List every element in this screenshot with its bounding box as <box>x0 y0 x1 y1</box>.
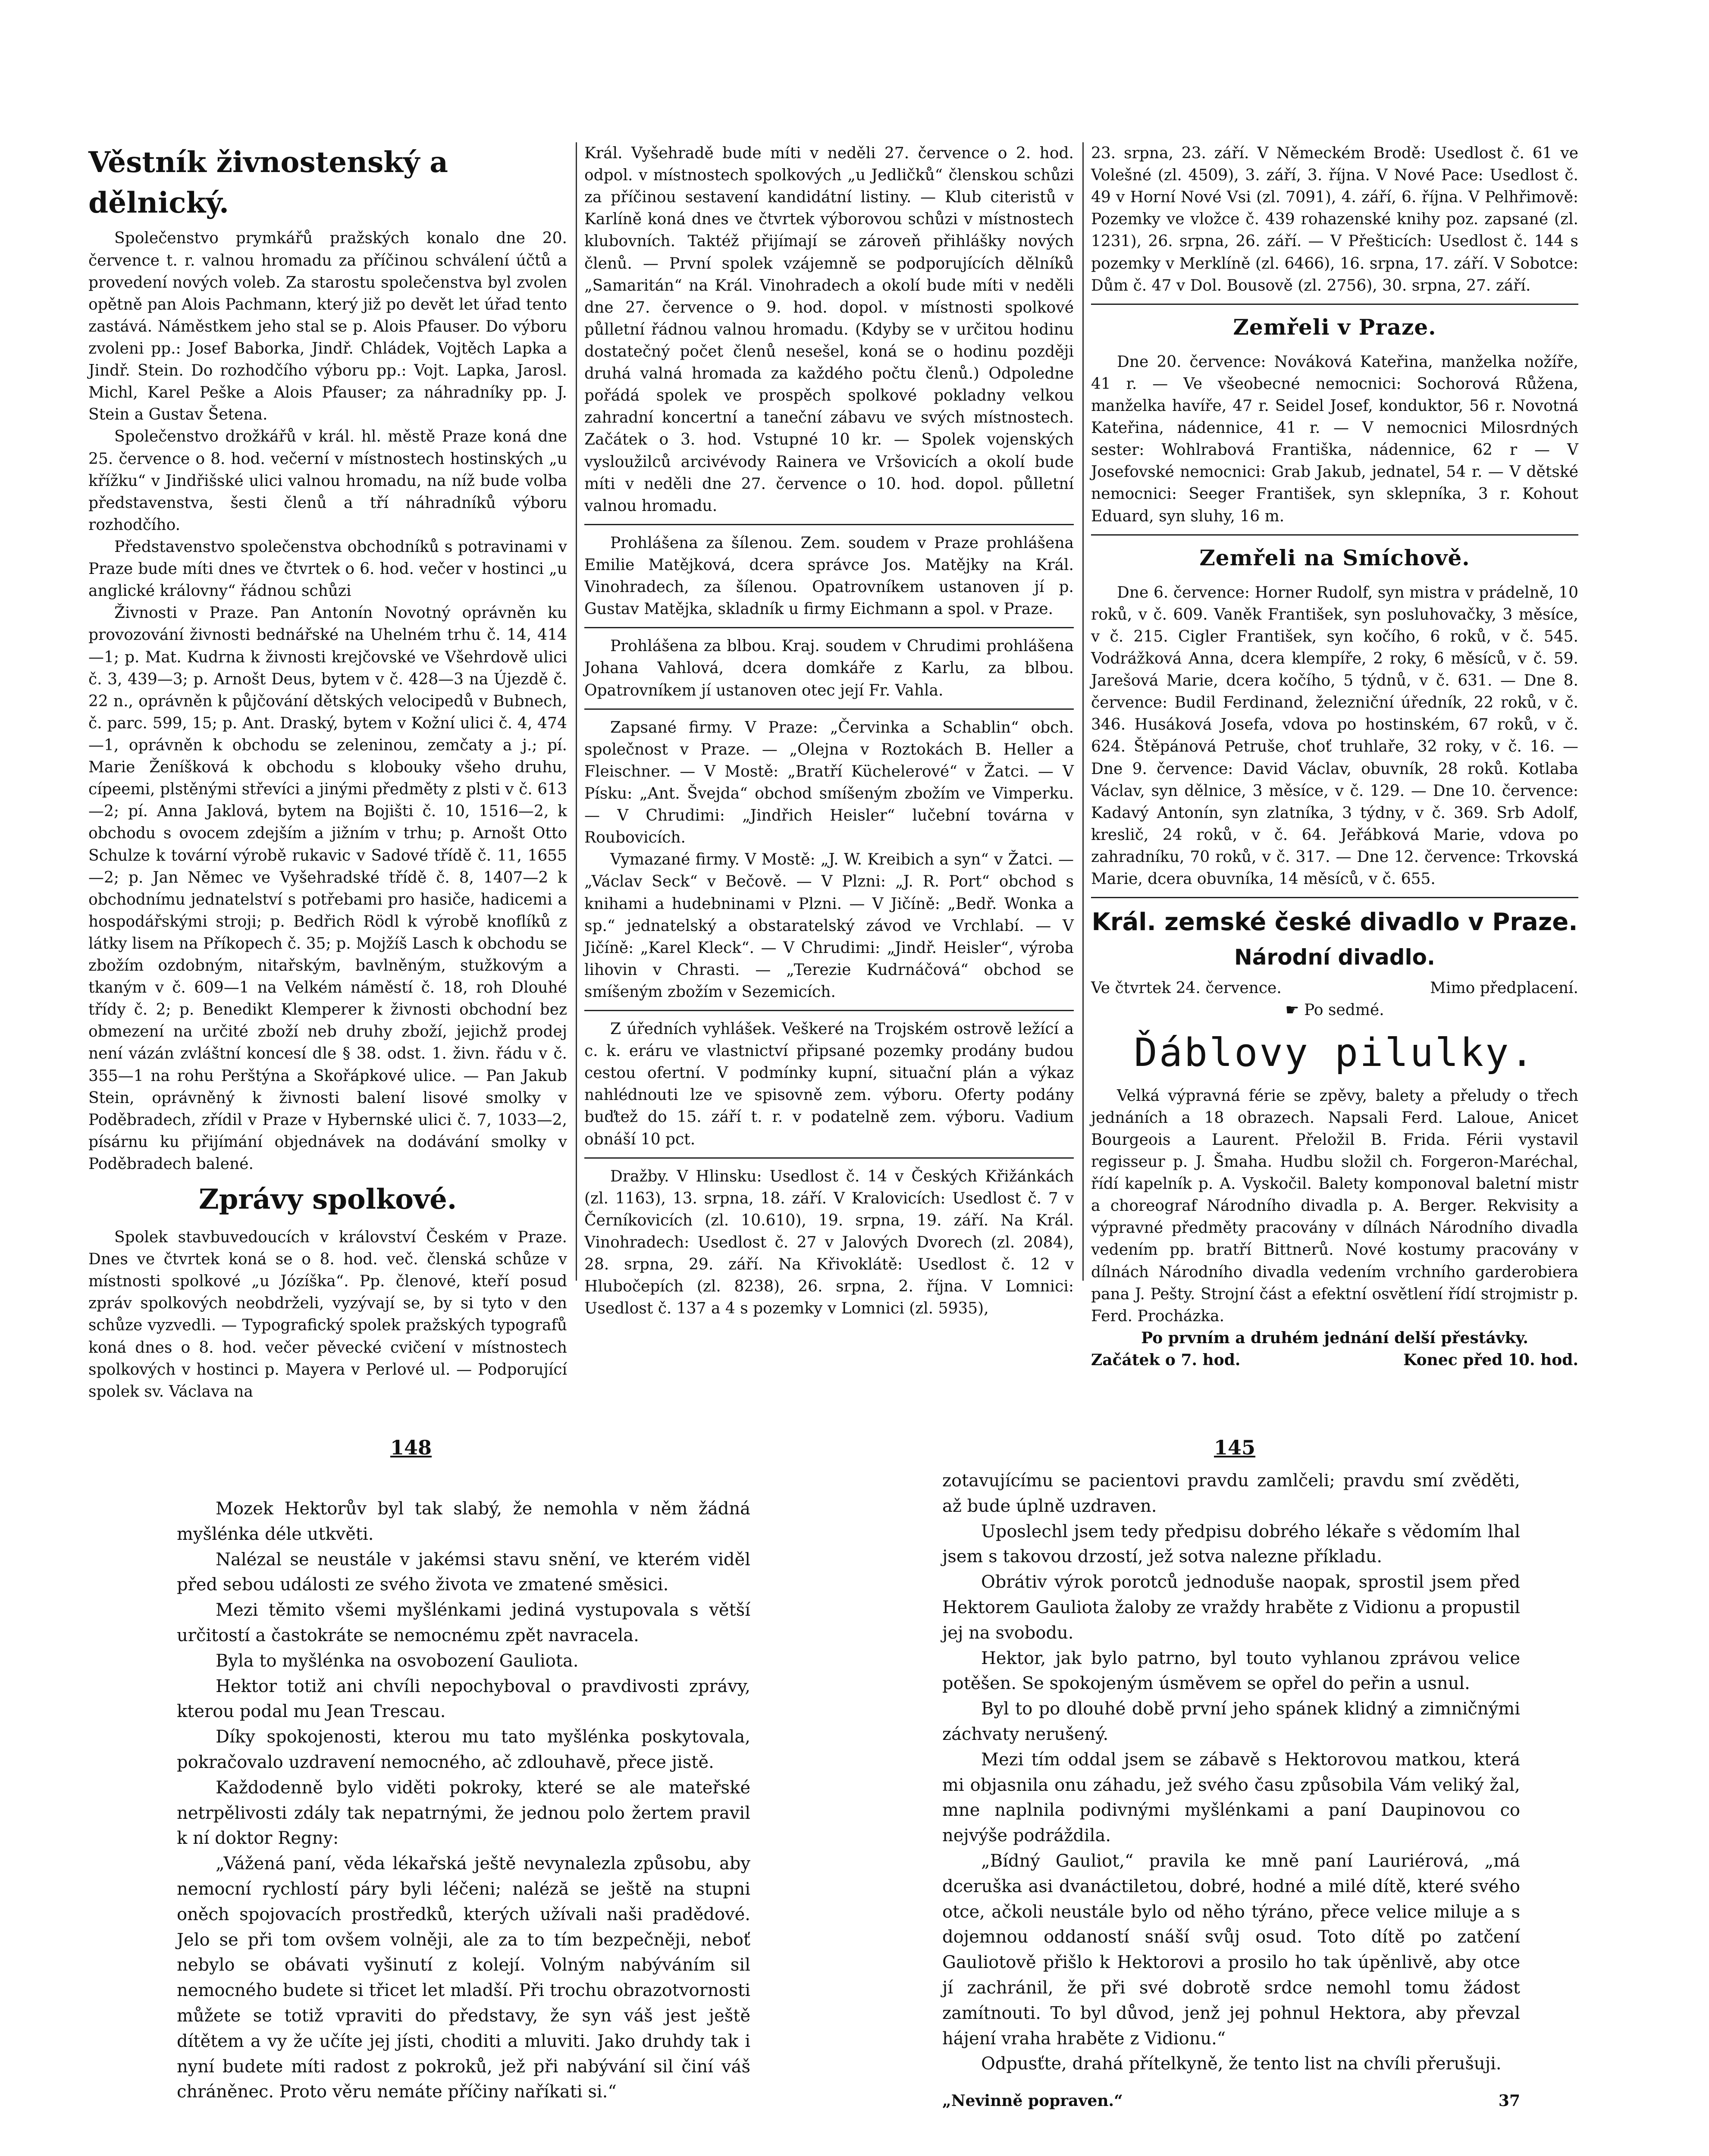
story-paragraph: Mezi tím oddal jsem se zábavě s Hektorovou matkou, která mi objasnila onu záhadu, jež svého času způsobila Vám veliký žal, mne naplnila podivnými myšlénkami a paní Daupinovou co nejvýše podráždila. <box>942 1749 1520 1846</box>
article-paragraph: Král. Vyšehradě bude míti v neděli 27. července o 2. hod. odpol. v místnostech spolkových „u Jedličků“ členskou schůzi za příčinou sestavení kandidátní listiny. — Klub citeristů v Karlíně koná dnes ve čtvrtek výborovou schůzi v místnostech klubovních. Taktéž přijímají se zároveň přihlášky nových členů. — První spolek vzájemně se podporujících dělníků „Samaritán“ na Král. Vinohradech a okolí bude míti v neděli dne 27. července o 9. hod. dopol. v místnosti spolkové půlletní řádnou valnou hromadu. (Kdyby se v určitou hodinu dostatečný počet členů nesešel, koná se o hodinu později druhá valná hromada za každého počtu členů.) Odpoledne pořádá spolek ve prospěch spolkové pokladny velkou zahradní koncertní a taneční zábavu ve svých místnostech. Začátek o 3. hod. Vstupné 10 kr. — Spolek vojenských vysloužilců arcivévody Rainera ve Vršovicích a okolí bude míti v neděli dne 27. července o 10. hod. dopol. půlletní valnou hromadu. <box>584 144 1074 515</box>
deaths-smichov-list: Dne 6. července: Horner Rudolf, syn mistra v prádelně, 10 roků, v č. 609. Vaněk František, syn posluhovačky, 3 měsíce, v č. 215. Cigler František, syn kočího, 6 roků, v č. 545. Vodrážková Anna, dcera klempíře, 2 roky, 6 měsíců, v č. 59. Jarešová Marie, dcera kočího, 5 týdnů, v č. 631. — Dne 8. července: Budil Ferdinand, železniční úředník, 22 roků, v č. 346. Husáková Josefa, vdova po hostinském, 67 roků, v č. 624. Štěpánová Petruše, choť truhlaře, 32 roky, v č. 16. — Dne 9. července: David Václav, obuvník, 28 roků. Kotlaba Václav, syn dělnice, 3 měsíce, v č. 129. — Dne 10. července: Kadavý Antonín, syn zlatníka, 3 týdny, v č. 369. Srb Adolf, kreslič, 24 roků, v č. 64. Jeřábková Marie, vdova po zahradníku, 70 roků, v č. 317. — Dne 12. července: Trkovská Marie, dcera obuvníka, 14 měsíců, v č. 655. <box>1091 583 1578 888</box>
page-number-left: 148 <box>390 1436 432 1459</box>
story-paragraph: Hektor, jak bylo patrno, byl touto vyhlanou zprávou velice potěšen. Se spokojeným úsměvem se opřel do peřin a usnul. <box>942 1648 1520 1694</box>
article-paragraph: Zapsané firmy. V Praze: „Červinka a Schablin“ obch. společnost v Praze. — „Olejna v Roztokách B. Heller a Fleischner. — V Mostě: „Bratří Küchelerové“ v Žatci. — V Písku: „Ant. Švejda“ obchod smíšeným zbožím ve Vimperku. — V Chrudimi: „Jindřich Heisler“ lučební továrna v Roubovicích. <box>584 718 1074 847</box>
story-paragraph: Mezi těmito všemi myšlénkami jediná vystupovala s větší určitostí a častokráte se nemocnému zpět navracela. <box>177 1600 750 1645</box>
story-paragraph: Obrátiv výrok porotců jednoduše naopak, sprostil jsem před Hektorem Gauliota žaloby ze vraždy hraběte z Vidionu a propustil jej na svobodu. <box>942 1572 1520 1643</box>
theatre-time-row <box>1091 1349 1578 1371</box>
article-paragraph: Představenstvo společenstva obchodníků s potravinami v Praze bude míti dnes ve čtvrtek o 6. hod. večer v hostinci „u anglické královny“ řádnou schůzi <box>88 538 567 600</box>
column-rule-1 <box>576 142 577 1281</box>
theatre-date: Ve čtvrtek 24. července. <box>1091 979 1282 997</box>
story-paragraph: zotavujícímu se pacientovi pravdu zamlčeli; pravdu smí zvěděti, až bude úplně uzdraven. <box>942 1471 1520 1516</box>
story-paragraph: Byl to po dlouhé době první jeho spánek klidný a zimničnými záchvaty nerušený. <box>942 1699 1520 1744</box>
divider <box>584 524 1074 525</box>
article-paragraph: Prohlášena za šílenou. Zem. soudem v Praze prohlášena Emilie Matějková, dcera správce Jos. Matějky na Král. Vinohradech, za šílenou. Opatrovníkem ustanoven jí p. Gustav Matějka, skladník u firmy Eichmann a spol. v Praze. <box>584 534 1074 618</box>
divider <box>1091 534 1578 536</box>
play-title: Ďáblovy pilulky. <box>1134 1030 1536 1075</box>
deaths-prague-list: Dne 20. července: Nováková Kateřina, manželka nožíře, 41 r. — Ve všeobecné nemocnici: Sochorová Růžena, manželka havíře, 47 r. Seidel Josef, konduktor, 56 r. Novotná Kateřina, nádennice, 41 r. — V nemocnici Milosrdných sester: Wohlrabová Františka, nádennice, 62 r — V Josefovské nemocnici: Grab Jakub, jednatel, 54 r. — V dětské nemocnici: Seeger František, syn sklepníka, 3 r. Kohout Eduard, syn sluhy, 16 m. <box>1091 353 1578 525</box>
middle-column <box>584 142 1074 1319</box>
right-column <box>1091 142 1578 1371</box>
section-title: Zprávy spolkové. <box>198 1183 457 1216</box>
page-footer <box>942 2090 1520 2112</box>
footer-title: „Nevinně popraven.“ <box>942 2092 1123 2110</box>
theatre-end: Konec před 10. hod. <box>1403 1351 1578 1369</box>
story-paragraph: Hektor totiž ani chvíli nepochyboval o pravdivosti zprávy, kterou podal mu Jean Trescau. <box>177 1676 750 1722</box>
theatre-subscription: Mimo předplacení. <box>1430 979 1578 997</box>
footer-signature: 37 <box>1498 2092 1520 2110</box>
column-rule-2 <box>1082 142 1084 1281</box>
article-paragraph: Společenstvo drožkářů v král. hl. městě Praze koná dne 25. července o 8. hod. večerní v místnostech hostinských „u křížku“ v Jindřišské ulici valnou hromadu, na níž bude volba představenstva, šesti členů a tří náhradníků výboru rozhodčího. <box>88 428 567 534</box>
article-paragraph: Vymazané firmy. V Mostě: „J. W. Kreibich a syn“ v Žatci. — „Václav Seck“ v Bečově. — V Plzni: „J. R. Port“ obchod s knihami a hudebninami v Plzni. — V Jičíně: „Bedř. Wonka a sp.“ jednatelský a obstaratelský závod ve Vrchlabí. — V Jičíně: „Karel Kleck“. — V Chrudimi: „Jindř. Heisler“, výroba lihovin v Chrasti. — „Terezie Kudrnáčová“ obchod se smíšeným zbožím v Sezemicích. <box>584 851 1074 1001</box>
divider <box>584 1010 1074 1011</box>
divider <box>584 708 1074 710</box>
story-paragraph: „Bídný Gauliot,“ pravila ke mně paní Lauriérová, „má dceruška asi dvanáctiletou, dobré, hodné a milé dítě, které svého otce, ačkoli neustále bylo od něho týráno, přece velice miluje a s dojemnou oddaností snáší svůj osud. Toto dítě po zatčení Gauliotově přišlo k Hektorovi a prosilo ho tak úpěnlivě, aby otce jí zachránil, že při své dobrotě srdce nemohl tomu žádost zamítnouti. To byl důvod, jenž jej pohnul Hektora, aby převzal hájení vraha hraběte z Vidionu.“ <box>942 1851 1520 2049</box>
theatre-title: Král. zemské české divadlo v Praze. <box>1091 908 1578 937</box>
story-paragraph: Každodenně bylo viděti pokroky, které se ale mateřské netrpělivosti zdály tak nepatrnými, že jednou polo žertem pravil k ní doktor Regny: <box>177 1777 750 1849</box>
story-paragraph: Díky spokojenosti, kterou mu tato myšlénka poskytovala, pokračovalo uzdravení nemocného, ač zdlouhavě, přece jistě. <box>177 1727 750 1772</box>
masthead-title: Věstník živnostenský a dělnický. <box>88 145 448 219</box>
article-paragraph: Dražby. V Hlinsku: Usedlost č. 14 v Českých Křižánkách (zl. 1163), 13. srpna, 18. září. V Kralovicích: Usedlost č. 7 v Černíkovicích (zl. 10.610), 19. srpna, 19. září. Na Král. Vinohradech: Usedlost č. 27 v Jalových Dvorech (zl. 2084), 28. srpna, 29. září. Na Křivoklátě: Usedlost č. 12 v Hlubočepích (zl. 8238), 26. srpna, 2. října. V Lomnici: Usedlost č. 137 a 4 s pozemky v Lomnici (zl. 5935), <box>584 1167 1074 1318</box>
story-paragraph: Uposlechl jsem tedy předpisu dobrého lékaře s vědomím lhal jsem s takovou drzostí, jež sotva nalezne příkladu. <box>942 1521 1520 1567</box>
theatre-intermission-note: Po prvním a druhém jednání delší přestávky. <box>1141 1329 1528 1347</box>
article-paragraph: Živnosti v Praze. Pan Antonín Novotný oprávněn ku provozování živnosti bednářské na Uhelném trhu č. 14, 414—1; p. Mat. Kudrna k živnosti krejčovské ve Všehrdově ulici č. 3, 439—3; p. Arnošt Deus, bytem v č. 428—3 na Újezdě č. 22 n., oprávněn k půjčování dětských velocipedů v Bubnech, č. parc. 599, 15; p. Ant. Draský, bytem v Kožní ulici č. 4, 474—1, oprávněn k obchodu se zeleninou, zemčaty a j.; pí. Marie Ženíšková k obchodu s klobouky všeho druhu, cípeemi, plstěnými střevíci a jinými předměty z plsti v č. 613—2; pí. Anna Jaklová, bytem na Bojišti č. 10, 1516—2, k obchodu s ovocem zdejším a jižním v trhu; p. Arnošt Otto Schulze k tovární výrobě rukavic v Sadové třídě č. 11, 1655—2; p. Jan Němec ve Vyšehradské třídě č. 8, 1407—2 k obchodnímu jednatelství s potřebami pro hasiče, hadicemi a hospodářskými stroji; p. Bedřich Rödl k výrobě knoflíků z látky lisem na Příkopech č. 35; p. Mojžíš Lasch k obchodu se zbožím ozdobným, nitařským, bavlněným, stužkovým a tkaným v č. 609—1 na Velkém náměstí č. 18, roh Dlouhé třídy č. 2; p. Benedikt Klemperer k živnosti obchodní bez obmezení na určité zboží neb druhy zboží, jejichž prodej není vázán zvláštní koncesí dle § 38. odst. 1. živn. řádu v č. 355—1 na rohu Perštýna a Skořápkové ulice. — Pan Jakub Stein, oprávněný k živnosti balení lisové smolky v Poděbradech, zřídil v Praze v Hybernské ulici č. 7, 1033—2, písárnu ku přijímání objednávek na dodávání smolky v Poděbradech balené. <box>88 604 567 1173</box>
story-paragraph: Odpusťte, drahá přítelkyně, že tento list na chvíli přerušuji. <box>981 2054 1502 2074</box>
story-paragraph: „Vážená paní, věda lékařská ještě nevynalezla způsobu, aby nemocní rychlostí páry byli léčeni; naléză se ještě na stupni oněch spojovacích prostředků, kterých užívali naši pradědové. Jelo se při tom ovšem volněji, ale za to tím bezpečněji, neboť nebylo se obávati vyšinutí z kolejí. Volným nabýváním sil nemocného budete si třicet let mladší. Při trochu obrazotvornosti můžete se totiž vpraviti do představy, že syn váš jest ještě dítětem a vy že učíte jej jísti, choditi a mluviti. Jako druhdy tak i nyní budete míti radost z pokroků, jež při nabývání sil činí váš chráněnec. Proto věru nemáte příčiny naříkati si.“ <box>177 1854 750 2102</box>
performance-count-text: Po sedmé. <box>1304 1001 1384 1019</box>
article-paragraph: Prohlášena za blbou. Kraj. soudem v Chrudimi prohlášena Johana Vahlová, dcera domkáře z Karlu, za blbou. Opatrovníkem jí ustanoven otec její Fr. Vahla. <box>584 637 1074 699</box>
story-paragraph: Mozek Hektorův byl tak slabý, že nemohla v něm žádná myšlénka déle utkvěti. <box>177 1499 750 1544</box>
auction-list: 23. srpna, 23. září. V Německém Brodě: Usedlost č. 61 ve Volešné (zl. 4509), 3. září, 3. října. V Nové Pace: Usedlost č. 49 v Horní Nové Vsi (zl. 7091), 4. září, 6. října. V Pelhřimově: Pozemky ve vložce č. 439 rohazenské knihy poz. zapsané (zl. 1231), 26. srpna, 26. září. — V Přešticích: Usedlost č. 144 s pozemky v Merklíně (zl. 6466), 16. srpna, 17. září. V Sobotce: Dům č. 47 v Dol. Bousově (zl. 2756), 30. srpna, 27. září. <box>1091 144 1578 295</box>
article-paragraph: Z úředních vyhlášek. Veškeré na Trojském ostrově ležící a c. k. eráru ve vlastnictví připsané pozemky prodány budou cestou ofertní. V podmínky kupní, situační plán a výkaz nahlédnouti lze ve spisovně zem. výboru. Oferty podány buďtež do 15. září t. r. v podatelně zem. výboru. Vadium obnáší 10 pct. <box>584 1020 1074 1148</box>
divider <box>584 627 1074 628</box>
deaths-prague-title: Zemřeli v Praze. <box>1233 314 1436 340</box>
pointing-hand-icon: ☛ <box>1285 1001 1304 1019</box>
story-page-right <box>942 1468 1520 2112</box>
theatre-date-row <box>1091 977 1578 999</box>
divider <box>1091 304 1578 305</box>
deaths-smichov-title: Zemřeli na Smíchově. <box>1199 545 1470 570</box>
left-column <box>88 142 567 1403</box>
theatre-subtitle: Národní divadlo. <box>1234 944 1436 970</box>
divider <box>584 1157 1074 1159</box>
story-page-left <box>177 1496 750 2105</box>
theatre-performance-count <box>1091 999 1578 1021</box>
theatre-description: Velká výpravná férie se zpěvy, balety a přeludy o třech jednáních a 18 obrazech. Napsali Ferd. Laloue, Anicet Bourgeois a Laurent. Přeložil B. Frida. Férii vystavil regisseur p. J. Šmaha. Hudbu složil ch. Forgeron-Maréchal, řídí kapelník p. A. Vyskočil. Balety komponoval baletní mistr a choreograf Národního divadla p. A. Berger. Rekvisity a výpravné předměty pracovány v dílnách Národního divadla vedením pp. bratří Bittnerů. Nové kostumy pracovány v dílnách Národního divadla vedením vrchního garderobiera pana J. Pešty. Strojní část a efektní osvětlení řídí strojmistr p. Ferd. Procházka. <box>1091 1087 1578 1325</box>
page-number-right: 145 <box>1214 1436 1256 1459</box>
divider <box>1091 897 1578 898</box>
story-paragraph: Nalézal se neustále v jakémsi stavu snění, ve kterém viděl před sebou události ze svého života ve zmatené směsici. <box>177 1549 750 1595</box>
article-paragraph: Společenstvo prymkářů pražských konalo dne 20. července t. r. valnou hromadu za příčinou schválení účtů a provedení nových voleb. Za starostu společenstva byl zvolen opětně pan Alois Pachmann, který již po devět let úřad tento zastává. Náměstkem jeho stal se p. Alois Pfauser. Do výboru zvoleni pp.: Josef Baborka, Jindř. Chládek, Vojtěch Lapka a Jindř. Stein. Do rozhodčího výboru pp.: Vojt. Lapka, Jarosl. Michl, Karel Peške a Alois Pfauser; za náhradníky pp. J. Stein a Gustav Šetena. <box>88 229 567 424</box>
story-paragraph: Byla to myšlénka na osvobození Gauliota. <box>216 1651 579 1671</box>
theatre-start: Začátek o 7. hod. <box>1091 1351 1241 1369</box>
article-paragraph: Spolek stavbuvedoucích v království Českém v Praze. Dnes ve čtvrtek koná se o 8. hod. več. členská schůze v místnosti spolkové „u Józíška“. Pp. členové, kteří posud zpráv spolkových neobdrželi, vyzývají se, by si tyto v den schůze vyzvedli. — Typografický spolek pražských typografů koná dnes o 8. hod. večer pěvecké cvičení v místnostech spolkových v hostinci p. Mayera v Perlové ul. — Podporující spolek sv. Václava na <box>88 1228 567 1401</box>
